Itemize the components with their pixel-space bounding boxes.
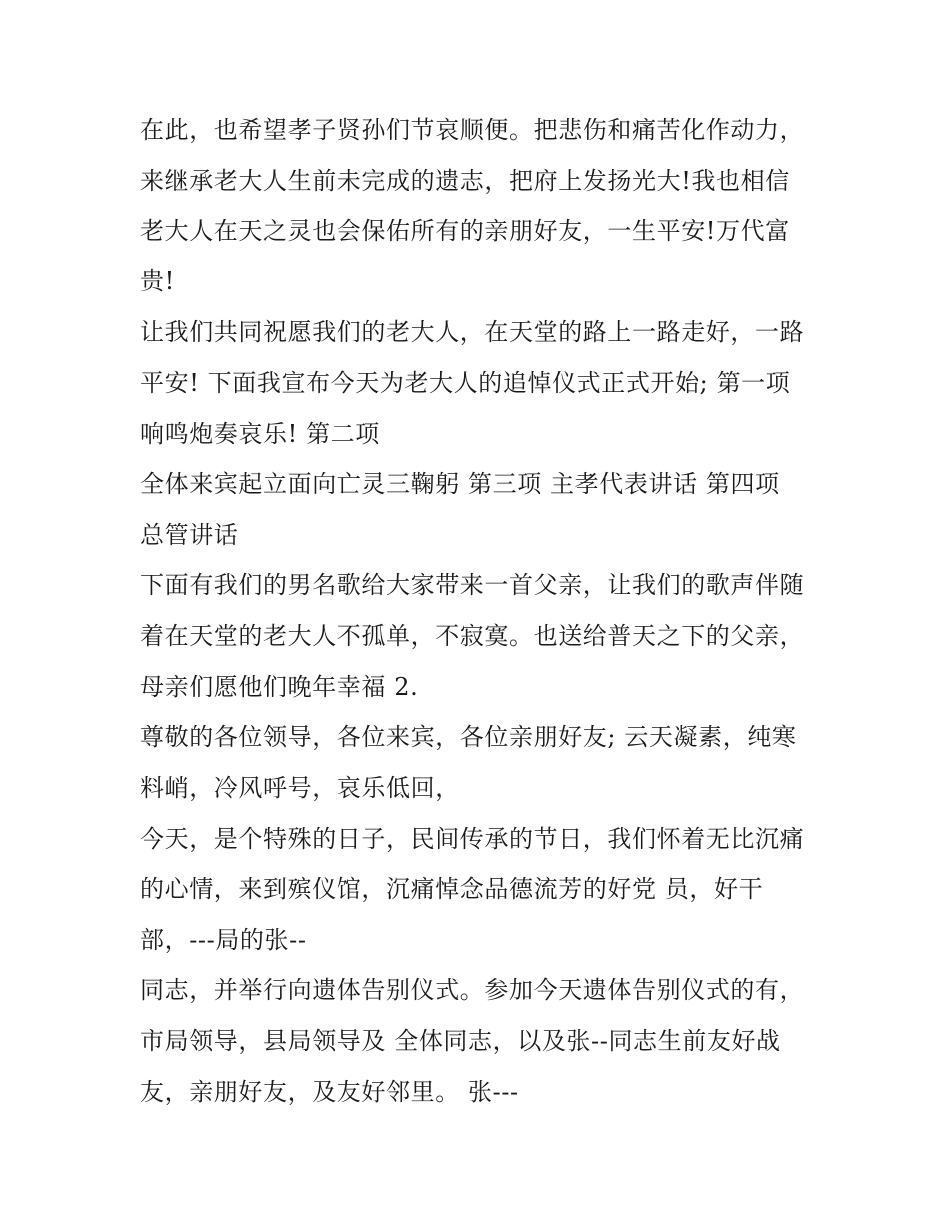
text-line: 平安! 下面我宣布今天为老大人的追悼仪式正式开始; 第一项 <box>140 369 791 397</box>
text-line: 着在天堂的老大人不孤单，不寂寞。也送给普天之下的父亲， <box>140 622 805 650</box>
text-line: 全体来宾起立面向亡灵三鞠躬 第三项 主孝代表讲话 第四项 <box>140 470 780 498</box>
text-line: 响鸣炮奏哀乐! 第二项 <box>140 420 380 448</box>
text-line: 老大人在天之灵也会保佑所有的亲朋好友，一生平安!万代富 <box>140 217 790 245</box>
text-line: 部，---局的张-- <box>140 926 307 954</box>
text-line: 料峭，冷风呼号，哀乐低回， <box>140 774 460 802</box>
text-line: 的心情，来到殡仪馆，沉痛悼念品德流芳的好党 员，好干 <box>140 875 764 903</box>
text-line: 贵! <box>140 267 175 295</box>
text-line: 让我们共同祝愿我们的老大人，在天堂的路上一路走好，一路 <box>140 318 805 346</box>
text-line: 今天，是个特殊的日子，民间传承的节日，我们怀着无比沉痛 <box>140 825 805 853</box>
text-line: 下面有我们的男名歌给大家带来一首父亲，让我们的歌声伴随 <box>140 571 805 599</box>
text-line: 来继承老大人生前未完成的遗志，把府上发扬光大!我也相信 <box>140 167 790 195</box>
text-line: 总管讲话 <box>140 521 239 549</box>
text-line: 同志，并举行向遗体告别仪式。参加今天遗体告别仪式的有， <box>140 976 805 1004</box>
text-line: 尊敬的各位领导，各位来宾，各位亲朋好友; 云天凝素，纯寒 <box>140 723 797 751</box>
text-line: 母亲们愿他们晚年幸福 2. <box>140 673 419 701</box>
text-line: 在此，也希望孝子贤孙们节哀顺便。把悲伤和痛苦化作动力， <box>140 116 805 144</box>
text-line: 友，亲朋好友，及友好邻里。 张--- <box>140 1078 519 1106</box>
text-line: 市局领导，县局领导及 全体同志，以及张--同志生前友好战 <box>140 1027 781 1055</box>
